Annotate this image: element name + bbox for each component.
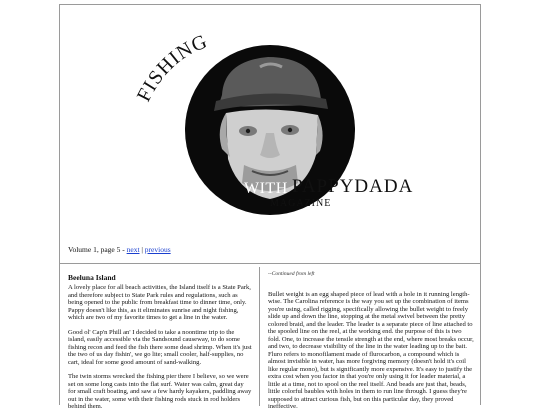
logo-word-fishing: FISHING (132, 33, 211, 106)
volume-navigation (68, 245, 171, 254)
article-heading: Beeluna Island (68, 273, 116, 282)
left-article-column (60, 267, 260, 410)
next-page-link[interactable]: next (126, 245, 140, 254)
logo-word-pappydada: PAPPYDADA (292, 176, 414, 197)
continued-note: --Continued from left (268, 271, 315, 277)
nav-separator: | (139, 245, 145, 254)
page-frame (59, 4, 481, 410)
article-paragraph: The twin storms wrecked the fishing pier there I believe, so we were set on some long casts into the flat surf. Water was calm, great day for small craft boating, and saw a few hardy kayakers, paddling away out in the water, some with their fishing rods stuck in rod holders behind them. (68, 373, 252, 410)
article-paragraph: Good ol' Cap'n Phill an' I decided to take a noontime trip to the island, easily accessible via the Sandsound causeway, to do some fishing recon and feed the fish there some dead shrimp. When it's just the two of us day fishin', we go lite; small cooler, half-supplies, no cart, ideal for some good amount of sand-walking. (68, 328, 252, 366)
logo-word-with: WITH (244, 180, 288, 197)
article-paragraph: A lovely place for all beach activities, the Island itself is a State Park, and therefore subject to State Park rules and regulations, such as being opened to the public from breakfast time to dinner time, only. Pappy doesn't like this, as it eliminates sunrise and night fishing, which are two of my favorite times to get a line in the water. (68, 284, 251, 321)
article-paragraph: Bullet weight is an egg shaped piece of lead with a hole in it running length-wise. The Carolina reference is the way you set up the combination of items you're using, called rigging, specifically allowing the bullet weight to freely slide up and down the line, stopping at the metal swivel between the pretty colored braid, and the leader. The leader is a separate piece of line attached to the spooled line on the reel, at the working end. the purpose of this is two fold. One, to increase the tensile strength at the end, where most breaks occur, and two, to decrease visibility of the line in the water leading up to the bait. Fluro refers to monofilament made of flurocarbon, a compound which is almost invisible in water, has more forgiving memory (doesn't hold it's coil like regular mono), but is significantly more expensive. It's easy to justify the extra cost when you factor in that you're only using it for leader material, a little at a time, not to spool on the reel itself. And beads are just that, beads, little colorful baubles with holes in them to run line through. I guess they're supposed to attract curious fish, but on this particular day, they proved ineffective. (268, 290, 474, 410)
masthead (60, 5, 480, 264)
logo-word-magazine: MAGAZINE (270, 198, 332, 209)
previous-page-link[interactable]: previous (144, 245, 171, 254)
fishing-with-pappydada-logo (130, 33, 450, 218)
right-article-column (260, 267, 480, 410)
volume-page-label: Volume 1, page 5 - (68, 245, 127, 254)
